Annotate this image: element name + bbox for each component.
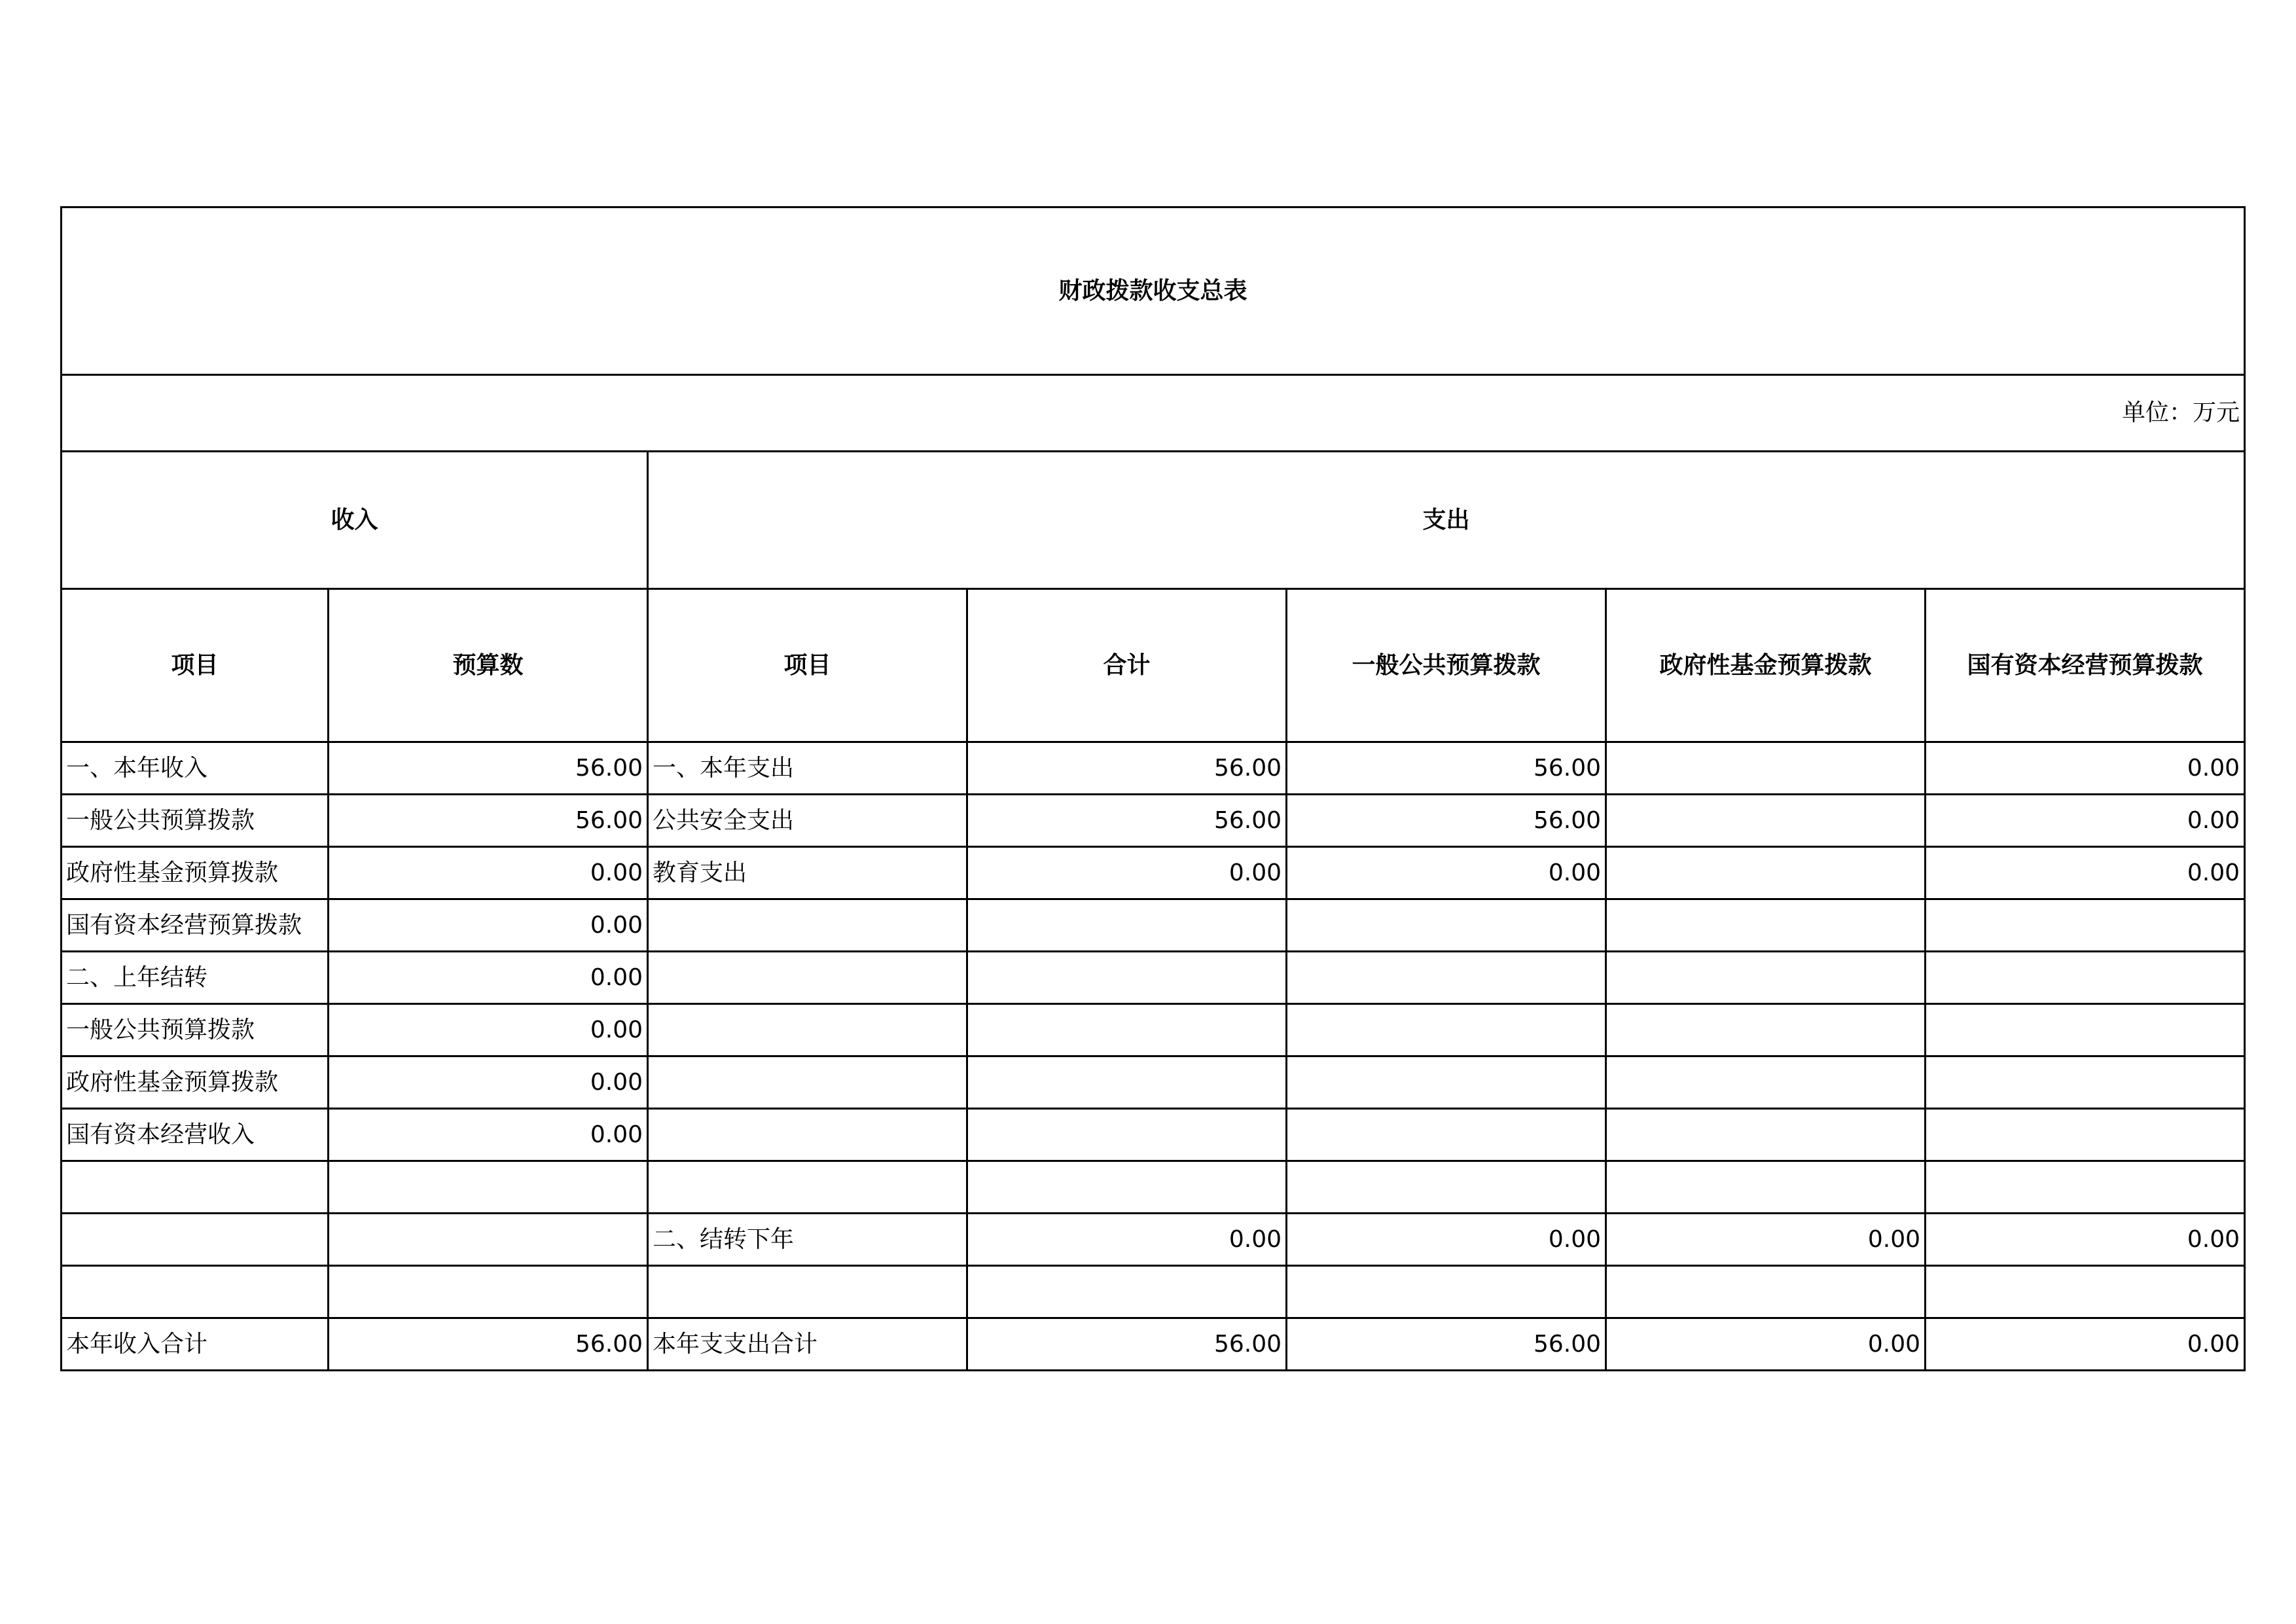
income-item-cell: 国有资本经营收入 xyxy=(62,1109,329,1161)
general-budget-cell xyxy=(1287,899,1606,952)
gov-fund-budget-cell: 0.00 xyxy=(1606,1214,1926,1266)
income-item-cell xyxy=(62,1161,329,1214)
expense-item-cell: 二、结转下年 xyxy=(648,1214,967,1266)
total-cell: 0.00 xyxy=(967,1214,1287,1266)
column-header-expense-item: 项目 xyxy=(648,589,967,742)
table-row xyxy=(62,1161,2245,1214)
gov-fund-budget-cell xyxy=(1606,742,1926,795)
table-row xyxy=(62,795,2245,847)
expense-section-header: 支出 xyxy=(648,452,2245,589)
total-cell xyxy=(967,1161,1287,1214)
income-item-cell: 政府性基金预算拨款 xyxy=(62,847,329,899)
general-budget-cell: 56.00 xyxy=(1287,742,1606,795)
column-header-income-item: 项目 xyxy=(62,589,329,742)
expense-item-cell: 教育支出 xyxy=(648,847,967,899)
general-budget-cell xyxy=(1287,1266,1606,1318)
income-item-cell: 一、本年收入 xyxy=(62,742,329,795)
expense-item-cell xyxy=(648,1109,967,1161)
total-cell: 56.00 xyxy=(967,742,1287,795)
gov-fund-budget-cell xyxy=(1606,899,1926,952)
expense-item-cell: 公共安全支出 xyxy=(648,795,967,847)
table-title: 财政拨款收支总表 xyxy=(62,208,2245,375)
total-cell: 56.00 xyxy=(967,795,1287,847)
state-capital-budget-cell xyxy=(1926,952,2245,1004)
income-item-cell: 政府性基金预算拨款 xyxy=(62,1056,329,1109)
budget-amount-cell: 0.00 xyxy=(329,1056,648,1109)
budget-amount-cell: 0.00 xyxy=(329,952,648,1004)
total-cell xyxy=(967,1266,1287,1318)
state-capital-budget-cell xyxy=(1926,1161,2245,1214)
budget-amount-cell xyxy=(329,1266,648,1318)
gov-fund-budget-cell: 0.00 xyxy=(1606,1318,1926,1371)
income-section-header: 收入 xyxy=(62,452,648,589)
table-row xyxy=(62,899,2245,952)
income-item-cell: 本年收入合计 xyxy=(62,1318,329,1371)
budget-amount-cell: 0.00 xyxy=(329,1109,648,1161)
table-row xyxy=(62,1004,2245,1056)
state-capital-budget-cell xyxy=(1926,899,2245,952)
general-budget-cell: 0.00 xyxy=(1287,1214,1606,1266)
income-item-cell xyxy=(62,1214,329,1266)
state-capital-budget-cell xyxy=(1926,1004,2245,1056)
expense-item-cell xyxy=(648,952,967,1004)
gov-fund-budget-cell xyxy=(1606,952,1926,1004)
total-cell xyxy=(967,952,1287,1004)
expense-item-cell xyxy=(648,1161,967,1214)
budget-amount-cell: 0.00 xyxy=(329,847,648,899)
table-row xyxy=(62,1266,2245,1318)
total-cell xyxy=(967,1109,1287,1161)
income-item-cell: 国有资本经营预算拨款 xyxy=(62,899,329,952)
expense-item-cell xyxy=(648,1056,967,1109)
state-capital-budget-cell xyxy=(1926,1109,2245,1161)
gov-fund-budget-cell xyxy=(1606,1056,1926,1109)
general-budget-cell: 56.00 xyxy=(1287,1318,1606,1371)
gov-fund-budget-cell xyxy=(1606,1004,1926,1056)
total-cell: 56.00 xyxy=(967,1318,1287,1371)
column-header-state-capital-budget: 国有资本经营预算拨款 xyxy=(1926,589,2245,742)
fiscal-appropriation-summary-table xyxy=(60,206,2246,1371)
table-row xyxy=(62,742,2245,795)
expense-item-cell: 一、本年支出 xyxy=(648,742,967,795)
total-cell xyxy=(967,1004,1287,1056)
gov-fund-budget-cell xyxy=(1606,847,1926,899)
expense-item-cell xyxy=(648,899,967,952)
column-header-total: 合计 xyxy=(967,589,1287,742)
income-item-cell xyxy=(62,1266,329,1318)
general-budget-cell xyxy=(1287,1109,1606,1161)
budget-amount-cell: 56.00 xyxy=(329,795,648,847)
general-budget-cell xyxy=(1287,1056,1606,1109)
budget-amount-cell: 56.00 xyxy=(329,1318,648,1371)
expense-item-cell: 本年支支出合计 xyxy=(648,1318,967,1371)
income-item-cell: 一般公共预算拨款 xyxy=(62,1004,329,1056)
gov-fund-budget-cell xyxy=(1606,1109,1926,1161)
gov-fund-budget-cell xyxy=(1606,1266,1926,1318)
general-budget-cell xyxy=(1287,1004,1606,1056)
state-capital-budget-cell xyxy=(1926,1056,2245,1109)
expense-item-cell xyxy=(648,1004,967,1056)
expense-item-cell xyxy=(648,1266,967,1318)
income-item-cell: 二、上年结转 xyxy=(62,952,329,1004)
state-capital-budget-cell: 0.00 xyxy=(1926,1318,2245,1371)
income-item-cell: 一般公共预算拨款 xyxy=(62,795,329,847)
table-row xyxy=(62,1318,2245,1371)
total-cell xyxy=(967,1056,1287,1109)
table-row xyxy=(62,1109,2245,1161)
column-header-budget-amount: 预算数 xyxy=(329,589,648,742)
total-cell: 0.00 xyxy=(967,847,1287,899)
general-budget-cell xyxy=(1287,952,1606,1004)
gov-fund-budget-cell xyxy=(1606,795,1926,847)
state-capital-budget-cell: 0.00 xyxy=(1926,795,2245,847)
budget-amount-cell xyxy=(329,1214,648,1266)
state-capital-budget-cell: 0.00 xyxy=(1926,847,2245,899)
gov-fund-budget-cell xyxy=(1606,1161,1926,1214)
table-row xyxy=(62,1056,2245,1109)
total-cell xyxy=(967,899,1287,952)
unit-label: 单位：万元 xyxy=(62,375,2245,452)
budget-amount-cell: 0.00 xyxy=(329,899,648,952)
state-capital-budget-cell: 0.00 xyxy=(1926,1214,2245,1266)
budget-amount-cell: 0.00 xyxy=(329,1004,648,1056)
general-budget-cell: 56.00 xyxy=(1287,795,1606,847)
state-capital-budget-cell xyxy=(1926,1266,2245,1318)
budget-amount-cell xyxy=(329,1161,648,1214)
column-header-general-budget: 一般公共预算拨款 xyxy=(1287,589,1606,742)
table-row xyxy=(62,847,2245,899)
state-capital-budget-cell: 0.00 xyxy=(1926,742,2245,795)
general-budget-cell xyxy=(1287,1161,1606,1214)
table-row xyxy=(62,1214,2245,1266)
column-header-gov-fund-budget: 政府性基金预算拨款 xyxy=(1606,589,1926,742)
general-budget-cell: 0.00 xyxy=(1287,847,1606,899)
budget-amount-cell: 56.00 xyxy=(329,742,648,795)
table-row xyxy=(62,952,2245,1004)
